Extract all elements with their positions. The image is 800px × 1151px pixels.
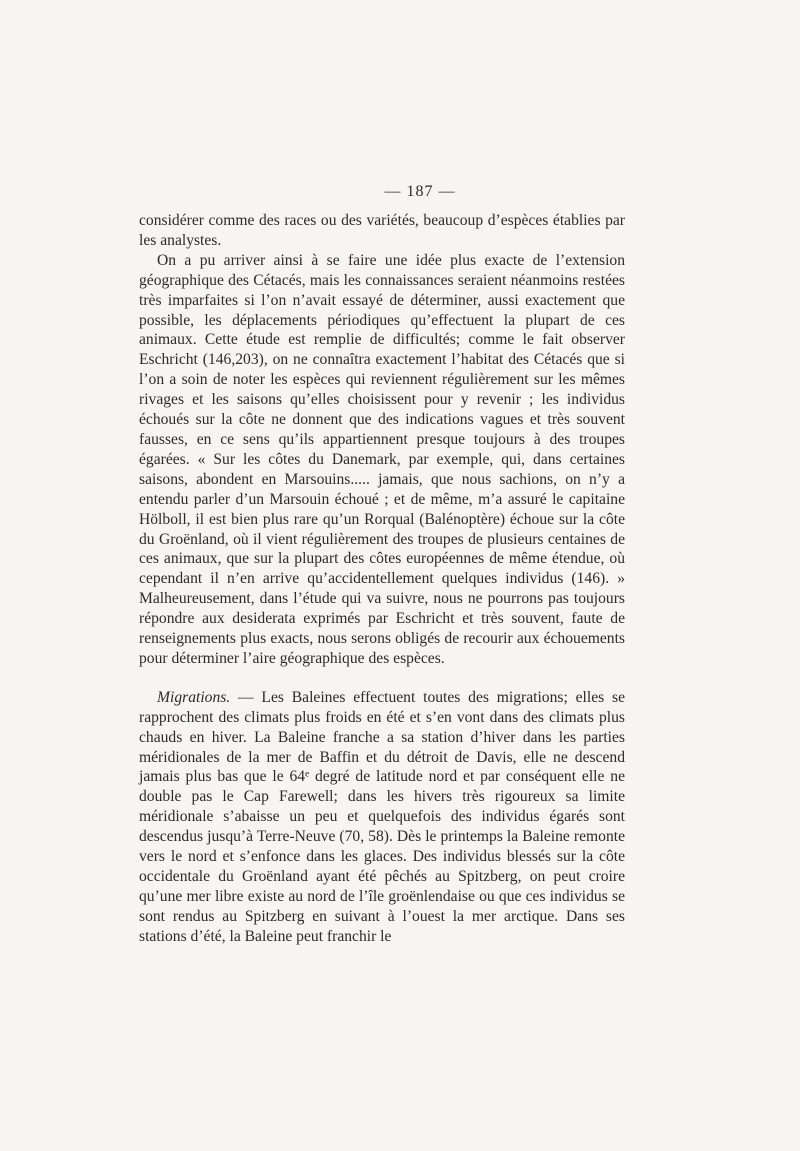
- paragraph-migrations-body: — Les Baleines effectuent toutes des migrations; elles se rapprochent des climats plus froids en été et s’en vont dans des climats plus chauds en hiver. La Baleine franche a sa station d’hiver dans les parties méridionales de la mer de Baffin et du détroit de Davis, elle ne descend jamais plus bas que le 64ᵉ degré de latitude nord et par conséquent elle ne double pas le Cap Farewell; dans les hivers très rigoureux sa limite méridionale s’abaisse un peu et quelquefois des individus égarés sont descendus jusqu’à Terre-Neuve (70, 58). Dès le printemps la Baleine remonte vers le nord et s’enfonce dans les glaces. Des individus blessés sur la côte occidentale du Groënland ayant été pêchés au Spitzberg, on peut croire qu’une mer libre existe au nord de l’île groënlendaise ou que ces individus se sont rendus au Spitzberg en suivant à l’ouest la mer arctique. Dans ses stations d’été, la Baleine peut franchir le: [139, 688, 625, 945]
- paragraph-continuation: considérer comme des races ou des variétés, beaucoup d’espèces établies par les analystes.: [139, 212, 625, 249]
- body-text: [139, 211, 625, 947]
- section-heading-migrations: Migrations.: [157, 688, 231, 706]
- page-number: — 187 —: [384, 183, 456, 200]
- paragraph-distribution: On a pu arriver ainsi à se faire une idée plus exacte de l’extension géographique des Cétacés, mais les connaissances seraient néanmoins restées très imparfaites si l’on n’avait essayé de déterminer, aussi exactement que possible, les déplacements périodiques qu’effectuent la plupart de ces animaux. Cette étude est remplie de difficultés; comme le fait observer Eschricht (146,203), on ne connaîtra exactement l’habitat des Cétacés que si l’on a soin de noter les espèces qui reviennent régulièrement sur les mêmes rivages et les saisons qu’elles choisissent pour y revenir ; les individus échoués sur la côte ne donnent que des indications vagues et très souvent fausses, en ce sens qu’ils appartiennent presque toujours à des troupes égarées. « Sur les côtes du Danemark, par exemple, qui, dans certaines saisons, abondent en Marsouins..... jamais, que nous sachions, on n’y a entendu parler d’un Marsouin échoué ; et de même, m’a assuré le capitaine Hölboll, il est bien plus rare qu’un Rorqual (Balénoptère) échoue sur la côte du Groënland, où il vient régulièrement des troupes de plusieurs centaines de ces animaux, que sur la plupart des côtes européennes de même étendue, où cependant il n’en arrive qu’accidentellement quelques individus (146). » Malheureusement, dans l’étude qui va suivre, nous ne pourrons pas toujours répondre aux desiderata exprimés par Eschricht et très souvent, faute de renseignements plus exacts, nous serons obligés de recourir aux échouements pour déterminer l’aire géographique des espèces.: [139, 251, 625, 667]
- paragraph-migrations: [139, 688, 625, 947]
